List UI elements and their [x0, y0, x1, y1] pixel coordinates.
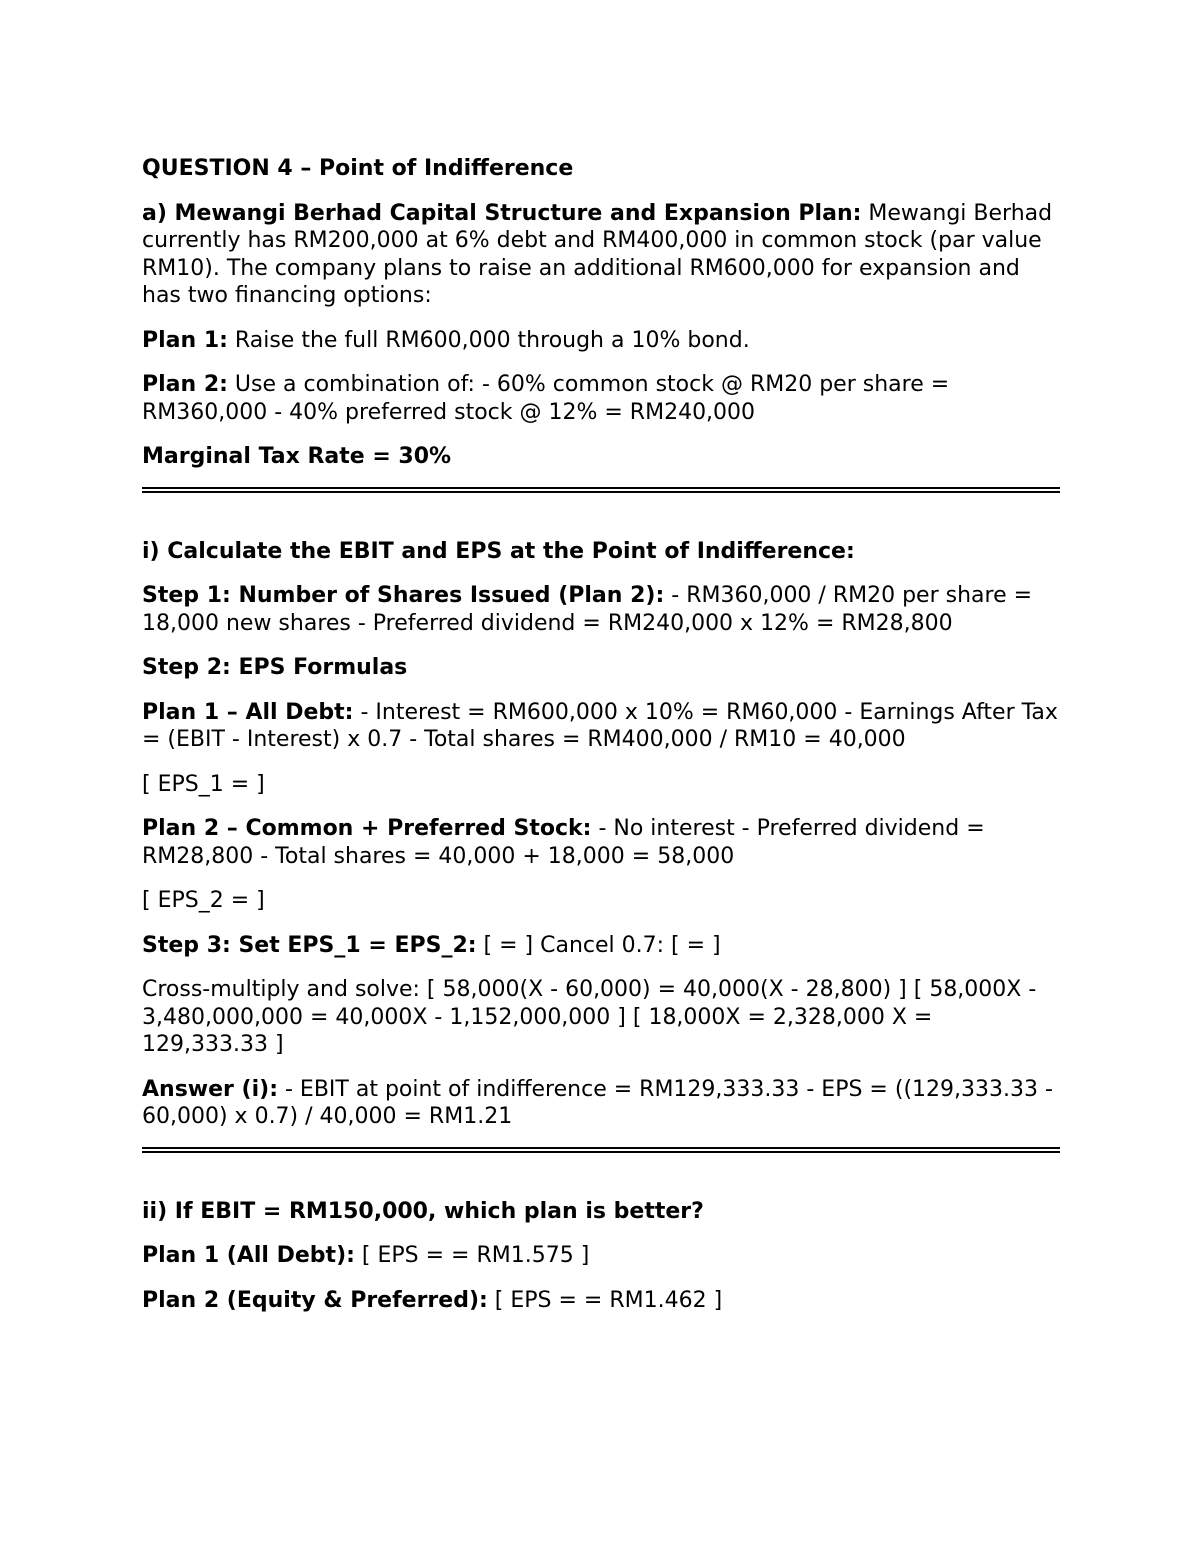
part-ii-plan-1-label: Plan 1 (All Debt): [142, 1243, 355, 1268]
step-1-text: - RM360,000 / RM20 per share = 18,000 new shares - Preferred dividend = RM240,000 x 12% = RM28,800 [142, 583, 1033, 636]
part-i-heading-text: i) Calculate the EBIT and EPS at the Point of Indifference: [142, 538, 855, 564]
part-ii-plan-2-label: Plan 2 (Equity & Preferred): [142, 1287, 488, 1313]
eps-1-formula: [ EPS_1 = ] [142, 771, 265, 797]
part-a-heading: a) Mewangi Berhad Capital Structure and Expansion Plan: [142, 200, 862, 226]
plan-2-common-preferred-text: - No interest - Preferred dividend = RM28,800 - Total shares = 40,000 + 18,000 = 58,000 [142, 816, 985, 869]
step-1 [142, 582, 1059, 637]
part-i-heading [142, 538, 1059, 566]
answer-i-label: Answer (i): [142, 1076, 278, 1102]
step-1-label: Step 1: Number of Shares Issued (Plan 2): [142, 583, 665, 608]
plan-1-all-debt [142, 699, 1059, 754]
step-3-text: [ = ] Cancel 0.7: [ = ] [476, 932, 721, 958]
section-divider-2 [142, 1147, 1060, 1153]
answer-i [142, 1076, 1059, 1131]
part-ii-plan-1-text: [ EPS = = RM1.575 ] [354, 1243, 590, 1268]
part-ii-plan-2-text: [ EPS = = RM1.462 ] [487, 1287, 723, 1313]
step-3-label: Step 3: Set EPS_1 = EPS_2: [142, 932, 477, 958]
part-a-plan-1-label: Plan 1: [142, 327, 228, 353]
part-a-plan-1 [142, 327, 1059, 355]
part-a-plan-2-text: Use a combination of: - 60% common stock @ RM20 per share = RM360,000 - 40% preferred stock @ 12% = RM240,000 [142, 372, 950, 425]
part-a-plan-2-label: Plan 2: [142, 372, 228, 397]
part-a-plan-2 [142, 371, 1059, 426]
question-title: QUESTION 4 – Point of Indifference [142, 156, 574, 181]
part-ii-heading-text: ii) If EBIT = RM150,000, which plan is better? [142, 1198, 704, 1224]
eps-2-formula: [ EPS_2 = ] [142, 888, 265, 913]
plan-1-all-debt-text: - Interest = RM600,000 x 10% = RM60,000 - Earnings After Tax = (EBIT - Interest) x 0.7 - Total shares = RM400,000 / RM10 = 40,000 [142, 699, 1058, 752]
plan-2-common-preferred-label: Plan 2 – Common + Preferred Stock: [142, 816, 592, 841]
section-divider-1 [142, 487, 1060, 493]
part-ii-plan-2 [142, 1287, 1059, 1315]
plan-1-all-debt-label: Plan 1 – All Debt: [142, 699, 354, 725]
tax-rate-text: Marginal Tax Rate = 30% [142, 444, 452, 469]
step-2-heading-text: Step 2: EPS Formulas [142, 655, 408, 680]
part-a-intro [142, 200, 1059, 310]
answer-i-text: - EBIT at point of indifference = RM129,333.33 - EPS = ((129,333.33 - 60,000) x 0.7) / 40,000 = RM1.21 [142, 1076, 1053, 1129]
cross-multiply: Cross-multiply and solve: [ 58,000(X - 60,000) = 40,000(X - 28,800) ] [ 58,000X - 3,480,000,000 = 40,000X - 1,152,000,000 ] [ 18,000X = 2,328,000 X = 129,333.33 ] [142, 977, 1037, 1057]
step-2-heading [142, 654, 1059, 682]
part-a-body: Mewangi Berhad currently has RM200,000 at 6% debt and RM400,000 in common stock (par value RM10). The company plans to raise an additional RM600,000 for expansion and has two financing options: [142, 200, 1053, 308]
plan-2-common-preferred [142, 815, 1059, 870]
part-ii-plan-1 [142, 1242, 1059, 1270]
tax-rate [142, 443, 1059, 471]
part-ii-heading [142, 1198, 1059, 1226]
part-a-plan-1-text: Raise the full RM600,000 through a 10% bond. [227, 327, 750, 353]
step-3 [142, 932, 1059, 960]
